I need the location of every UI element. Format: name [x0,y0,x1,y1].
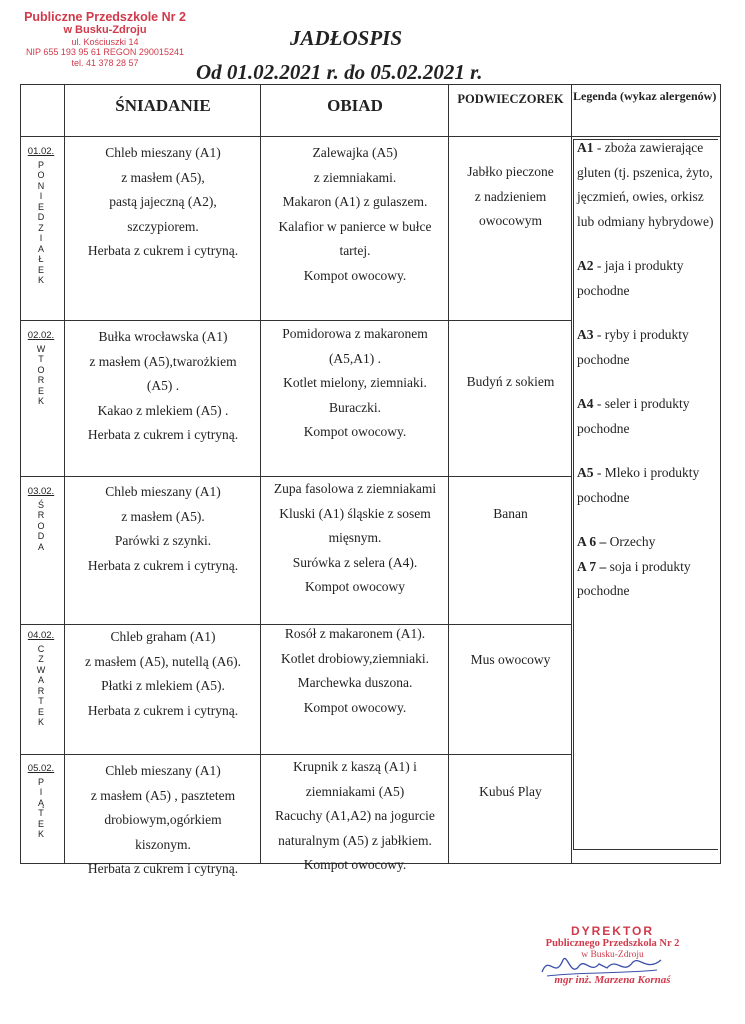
menu-line: z masłem (A5),twarożkiem [89,353,237,369]
school-stamp [20,10,190,68]
menu-line: mięsnym. [328,530,382,545]
legend-item [577,555,717,604]
legend-item [577,136,717,234]
legend-code: A2 [577,258,594,273]
stamp-ids: NIP 655 193 95 61 REGON 290015241 [26,47,184,58]
menu-line: z masłem (A5). [121,508,205,524]
legend-text: - ryby i produkty pochodne [577,327,689,367]
day-name: P I Ą T E K [37,776,44,839]
stamp-city: w Busku-Zdroju [581,949,644,960]
menu-line: (A5) . [146,378,180,393]
menu-line: Banan [493,506,528,521]
breakfast-cell [65,625,261,723]
menu-line: Płatki z mlekiem (A5). [101,678,225,693]
breakfast-cell [65,759,261,882]
menu-line: Makaron (A1) z gulaszem. [282,194,428,209]
legend-code: A4 [577,396,594,411]
menu-line: tartej. [339,243,371,258]
day-date: 02.02. [27,330,55,341]
menu-line: szczypiorem. [127,218,199,234]
stamp-street: ul. Kościuszki 14 [71,37,139,48]
legend-text: - jaja i produkty pochodne [577,258,684,298]
menu-line: Herbata z cukrem i cytryną. [87,557,239,573]
day-date: 03.02. [27,486,55,497]
legend-code: A5 [577,465,594,480]
legend-text: - zboża zawierające gluten (tj. pszenica, żyto, jęczmień, owies, orkisz lub odmiany hybrydowe) [577,140,714,229]
snack-cell [449,648,572,673]
header-snack: PODWIECZOREK [457,92,564,106]
menu-line: z masłem (A5) , pasztetem [90,787,236,803]
legend-text: - Mleko i produkty pochodne [577,465,700,505]
day-label [24,147,58,286]
menu-line: Kompot owocowy. [303,857,407,872]
stamp-person: mgr inż. Marzena Kornaś [554,974,671,987]
menu-line: Zalewajka (A5) [312,145,398,160]
legend-text: Orzechy [606,534,656,549]
day-label [24,331,58,407]
menu-line: kiszonym. [135,836,191,852]
menu-line: Budyń z sokiem [466,374,555,389]
menu-line: (A5,A1) . [328,350,382,366]
menu-line: z masłem (A5), nutellą (A6). [85,653,241,669]
legend-item [577,530,717,555]
legend-item [577,323,717,372]
menu-line: Herbata z cukrem i cytryną. [87,702,239,718]
day-name: W T O R E K [36,343,46,406]
menu-line: Herbata z cukrem i cytryną. [87,427,239,442]
header-breakfast: ŚNIADANIE [115,96,211,115]
snack-cell [449,370,572,395]
menu-line: Krupnik z kaszą (A1) i [293,759,417,774]
breakfast-cell [65,325,261,448]
legend-code: A1 [577,140,594,155]
day-label [24,631,58,728]
menu-line: Pomidorowa z makaronem [282,326,428,341]
menu-line: Kompot owocowy. [303,699,407,715]
stamp-title: DYREKTOR [570,924,655,938]
day-date: 05.02. [27,763,55,774]
breakfast-cell [65,480,261,578]
menu-line: Racuchy (A1,A2) na jogurcie [275,808,435,823]
menu-line: Chleb mieszany (A1) [105,145,221,160]
stamp-phone: tel. 41 378 28 57 [71,57,139,68]
menu-line: Kompot owocowy. [303,424,407,439]
lunch-cell [261,755,449,878]
day-label [24,487,58,552]
menu-line: drobiowym,ogórkiem [104,812,222,827]
menu-line: Kotlet drobiowy,ziemniaki. [281,650,429,666]
document-title: JADŁOSPIS [290,26,403,50]
legend-item [577,254,717,303]
legend-item [577,461,717,510]
handwritten-signature [537,950,667,982]
date-range: Od 01.02.2021 r. do 05.02.2021 r. [196,60,483,84]
menu-line: ziemniakami (A5) [305,783,405,799]
menu-line: Kompot owocowy [304,579,406,594]
day-name: Ś R O D A [37,499,45,552]
menu-line: Rosół z makaronem (A1). [284,626,426,641]
menu-line: Herbata z cukrem i cytryną. [87,243,239,258]
day-date: 01.02. [27,146,55,157]
day-date: 04.02. [27,630,55,641]
menu-line: owocowym [479,213,542,228]
stamp-city: w Busku-Zdroju [63,24,147,37]
menu-line: Chleb mieszany (A1) [105,484,221,499]
lunch-cell [261,141,449,288]
lunch-cell [261,622,449,720]
menu-line: Zupa fasolowa z ziemniakami [273,481,437,496]
header-lunch: OBIAD [327,96,383,115]
day-label [24,764,58,840]
legend-text: soja i produkty pochodne [577,558,691,598]
menu-line: Kotlet mielony, ziemniaki. [283,375,427,390]
stamp-name: Publiczne Przedszkole Nr 2 [24,10,186,24]
menu-line: Kubuś Play [479,784,542,799]
menu-line: Parówki z szynki. [114,533,212,548]
menu-line: Chleb graham (A1) [110,629,216,644]
menu-line: Jabłko pieczone [467,164,554,179]
snack-cell [449,780,572,805]
legend-code: A 6 – [577,534,607,549]
legend-text: - seler i produkty pochodne [577,396,690,436]
day-name: P O N I E D Z I A Ł E K [37,159,45,285]
lunch-cell [261,477,449,600]
menu-line: Kakao z mlekiem (A5) . [97,402,229,418]
menu-line: Herbata z cukrem i cytryną. [87,861,239,876]
legend-code: A3 [577,327,594,342]
snack-cell [449,502,572,527]
menu-line: Bułka wrocławska (A1) [98,329,228,344]
legend-item [577,392,717,441]
menu-line: z ziemniakami. [313,169,397,185]
menu-line: Chleb mieszany (A1) [105,763,221,778]
menu-line: Surówka z selera (A4). [292,554,418,570]
menu-line: z nadzieniem [474,188,547,204]
breakfast-cell [65,141,261,264]
stamp-institution: Publicznego Przedszkola Nr 2 [545,938,680,950]
snack-cell [449,160,572,234]
menu-line: Mus owocowy [470,652,551,667]
lunch-cell [261,322,449,445]
legend-code: A 7 – [577,558,607,574]
menu-line: pastą jajeczną (A2), [109,194,217,209]
header-legend: Legenda (wykaz alergenów) [573,89,717,103]
allergen-legend [577,136,717,604]
menu-line: Kluski (A1) śląskie z sosem [279,505,431,521]
menu-line: z masłem (A5), [121,169,205,185]
menu-line: Marchewka duszona. [297,675,413,690]
menu-line: Kalafior w panierce w bułce [278,218,432,234]
menu-line: Buraczki. [328,399,382,415]
day-name: C Z W A R T E K [36,643,46,727]
menu-line: Kompot owocowy. [303,267,407,283]
menu-line: naturalnym (A5) z jabłkiem. [278,832,432,848]
